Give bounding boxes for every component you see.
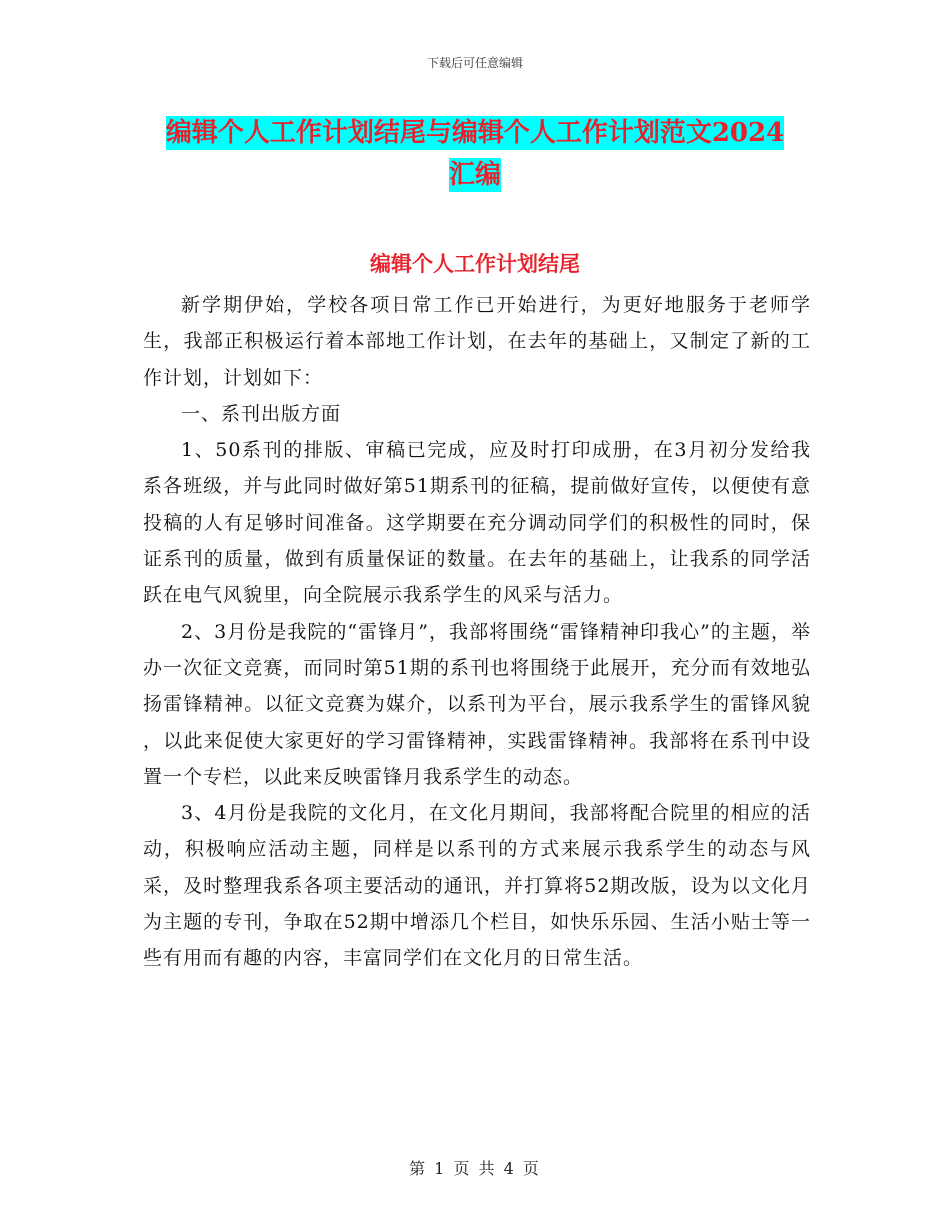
header-note: 下载后可任意编辑	[426, 56, 523, 70]
paragraph-intro: 新学期伊始，学校各项日常工作已开始进行，为更好地服务于老师学生，我部正积极运行着本部地工作计划，在去年的基础上，又制定了新的工作计划，计划如下：	[143, 294, 811, 389]
paragraph-subheading: 一、系刊出版方面	[181, 402, 342, 425]
paragraph-item-1: 1、50系刊的排版、审稿已完成，应及时打印成册，在3月初分发给我系各班级，并与此同时做好第51期系刊的征稿，提前做好宣传，以便使有意投稿的人有足够时间准备。这学期要在充分调动同学们的积极性的同时，保证系刊的质量，做到有质量保证的数量。在去年的基础上，让我系的同学活跃在电气风貌里，向全院展示我系学生的风采与活力。	[143, 439, 811, 607]
document-body	[143, 287, 811, 977]
document-title	[0, 112, 950, 196]
paragraph-item-3: 3、4月份是我院的文化月，在文化月期间，我部将配合院里的相应的活动，积极响应活动主题，同样是以系刊的方式来展示我系学生的动态与风采，及时整理我系各项主要活动的通讯，并打算将52期改版，设为以文化月为主题的专刊，争取在52期中增添几个栏目，如快乐乐园、生活小贴士等一些有用而有趣的内容，丰富同学们在文化月的日常生活。	[143, 802, 811, 970]
paragraph-item-2: 2、3月份是我院的“雷锋月”，我部将围绕“雷锋精神印我心”的主题，举办一次征文竞赛，而同时第51期的系刊也将围绕于此展开，充分而有效地弘扬雷锋精神。以征文竞赛为媒介，以系刊为平台，展示我系学生的雷锋风貌 ，以此来促使大家更好的学习雷锋精神，实践雷锋精神。我部将在系刊中设置一个专栏，以此来反映雷锋月我系学生的动态。	[143, 620, 811, 788]
section-heading: 编辑个人工作计划结尾	[370, 251, 580, 276]
document-title-line-1: 编辑个人工作计划结尾与编辑个人工作计划范文2024	[165, 118, 785, 148]
page-number: 第 1 页 共 4 页	[409, 1159, 541, 1178]
document-title-line-2: 汇编	[448, 160, 501, 190]
